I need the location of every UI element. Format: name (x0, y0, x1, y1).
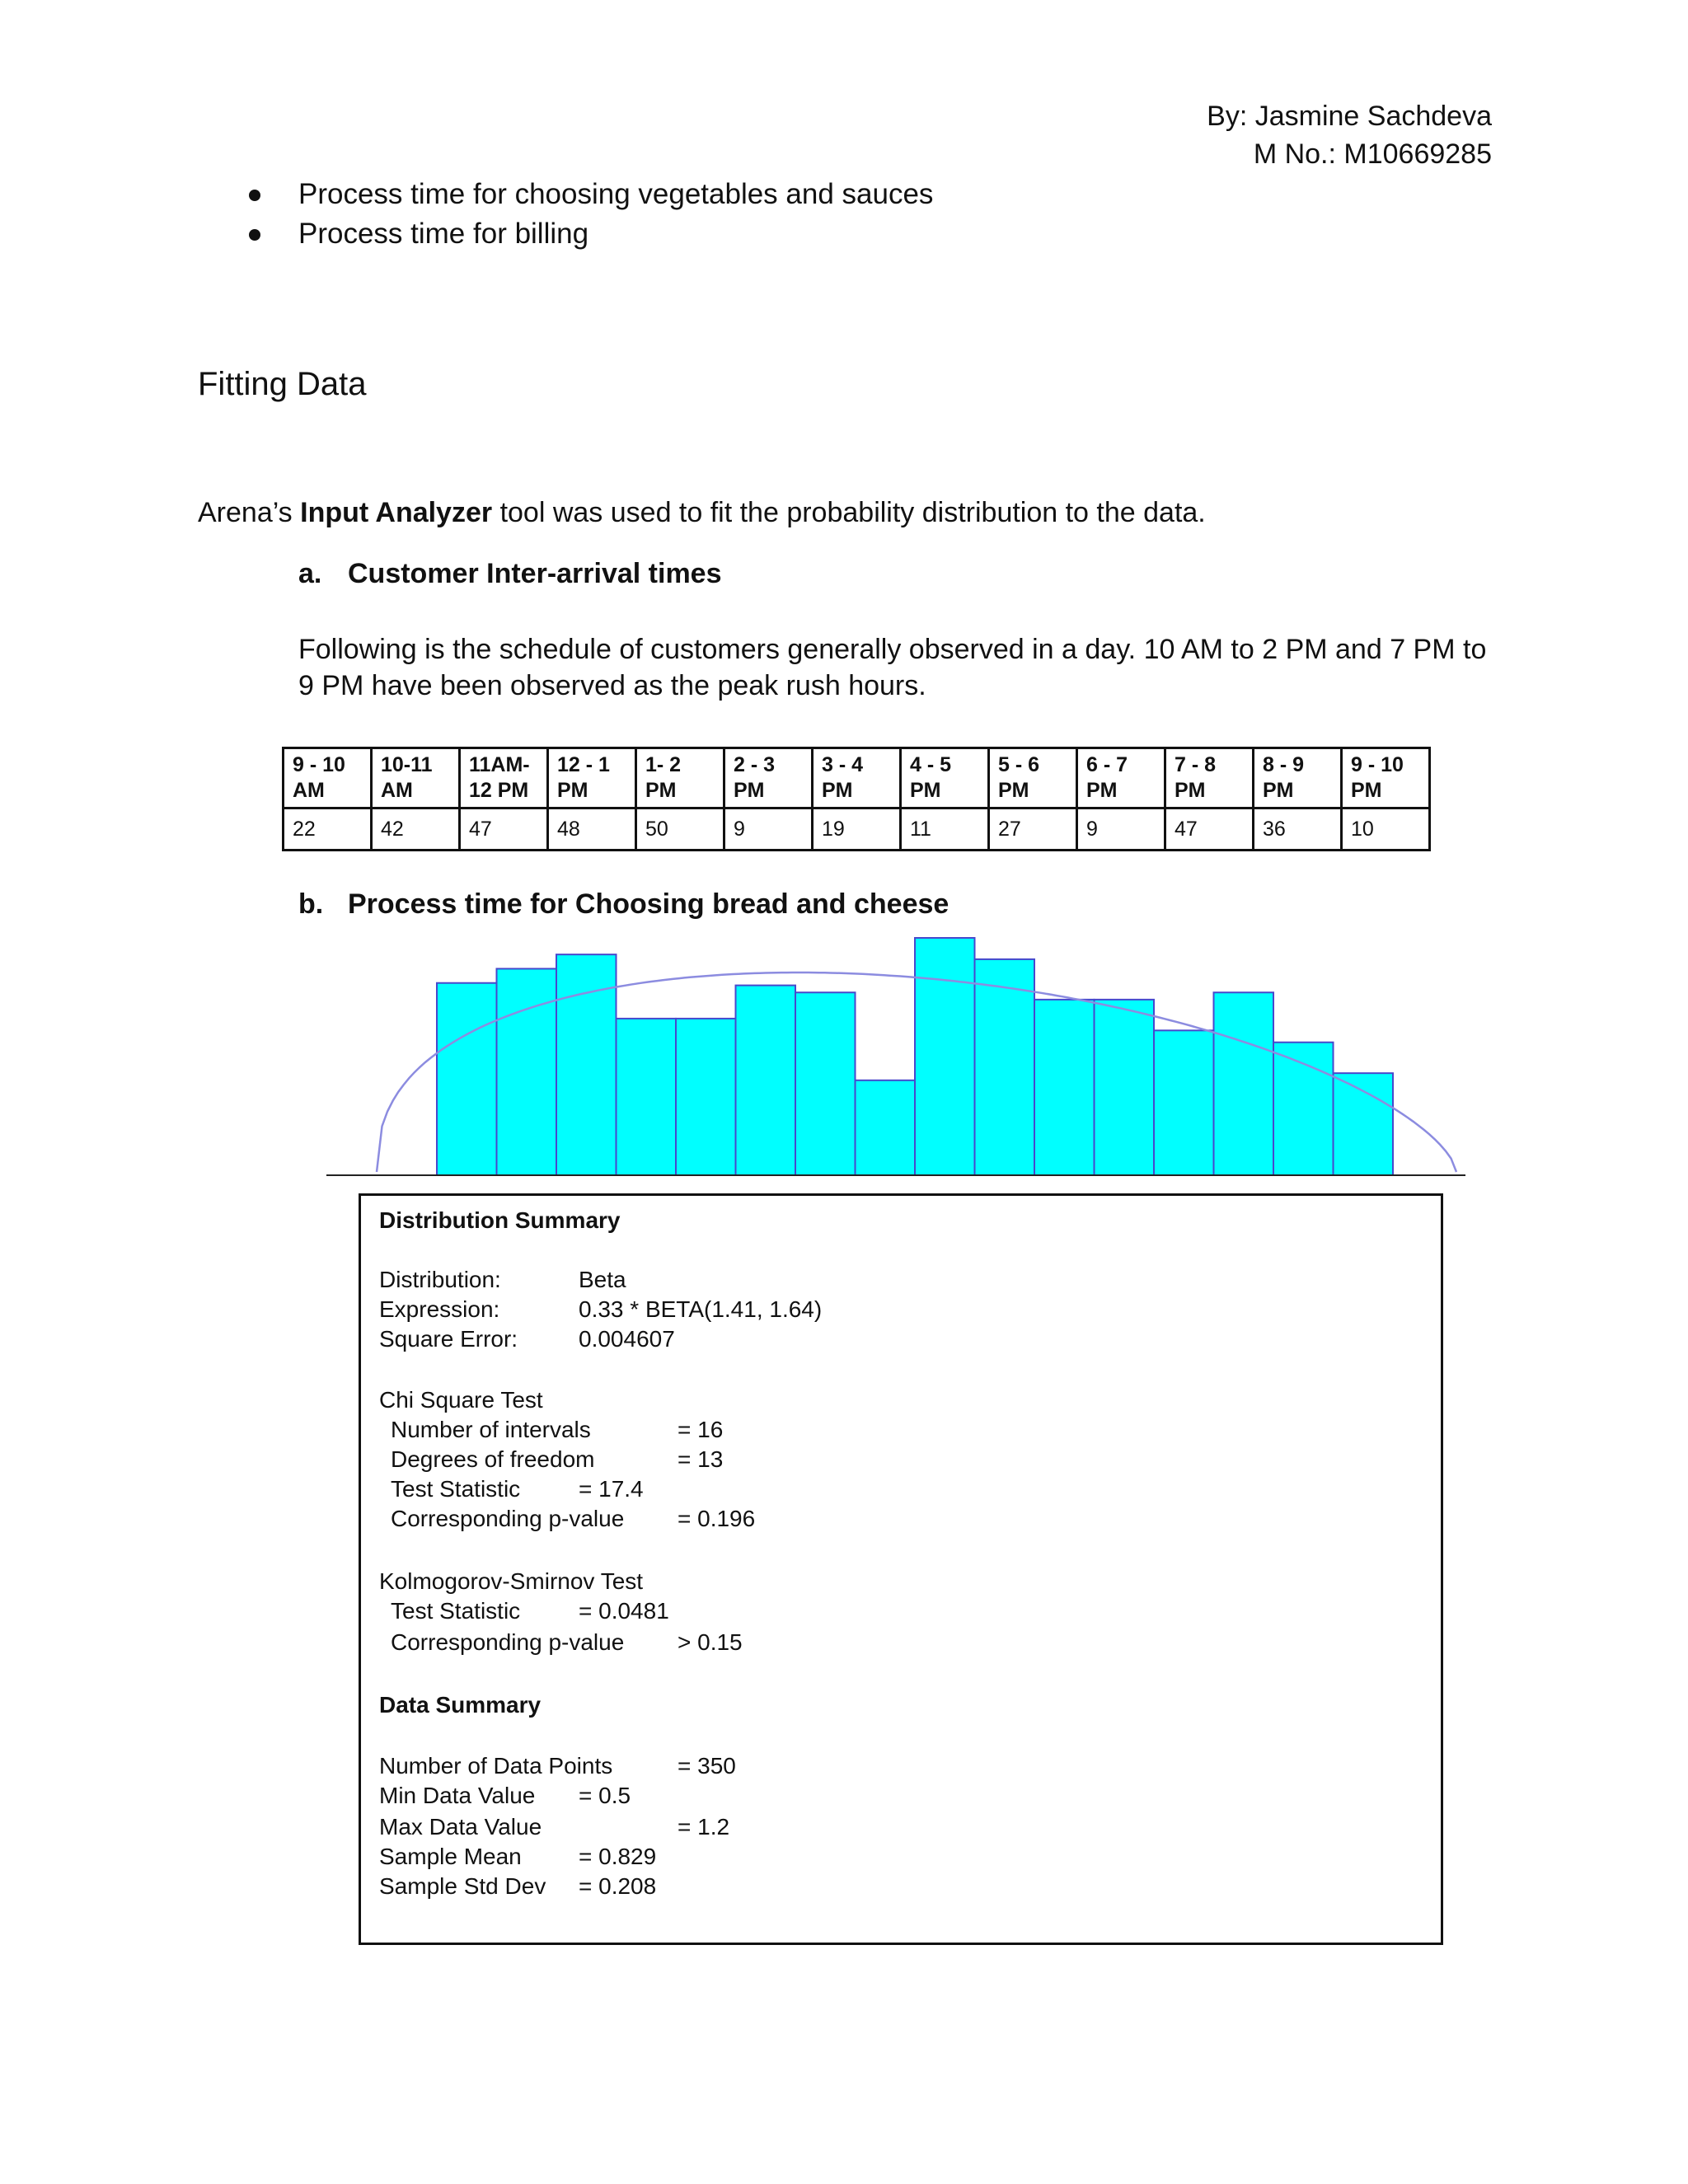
histogram-bar (497, 968, 557, 1175)
bullet-list (239, 175, 933, 254)
histogram-bar (1034, 1000, 1095, 1175)
chi-square-title: Chi Square Test (379, 1387, 543, 1413)
schedule-line-2: 9 PM have been observed as the peak rush hours. (298, 670, 926, 701)
table-header-row (284, 748, 1430, 808)
histogram-bar (1095, 1000, 1155, 1175)
min-value-value: = 0.5 (579, 1783, 631, 1808)
histogram-bar (676, 1019, 736, 1175)
chi-p-value: = 0.196 (678, 1506, 756, 1531)
expression-label: Expression: (379, 1296, 500, 1322)
member-number: M No.: M10669285 (1253, 138, 1492, 170)
sample-std-label: Sample Std Dev (379, 1873, 546, 1899)
ks-stat-value: = 0.0481 (579, 1598, 669, 1624)
chi-intervals-value: = 16 (678, 1417, 724, 1442)
table-cell: 19 (813, 808, 901, 851)
square-error-value: 0.004607 (579, 1326, 675, 1352)
table-header-cell (460, 748, 548, 808)
expression-value: 0.33 * BETA(1.41, 1.64) (579, 1296, 823, 1322)
table-cell: 48 (548, 808, 636, 851)
header-line-1: 11AM- (469, 753, 530, 776)
author-name: By: Jasmine Sachdeva (1207, 101, 1492, 132)
header-line-1: 9 - 10 (1351, 753, 1404, 776)
chi-dof-value: = 13 (678, 1446, 724, 1472)
header-line-2: PM (1175, 779, 1206, 802)
distribution-label: Distribution: (379, 1267, 501, 1292)
header-line-1: 6 - 7 (1086, 753, 1128, 776)
chi-p-label: Corresponding p-value (391, 1506, 625, 1531)
header-line-2: PM (557, 779, 588, 802)
header-line-1: 3 - 4 (822, 753, 864, 776)
square-error-label: Square Error: (379, 1326, 518, 1352)
header-line-2: PM (910, 779, 941, 802)
table-cell: 50 (636, 808, 724, 851)
bullet-icon (249, 229, 260, 241)
table-header-cell (989, 748, 1077, 808)
table-cell: 9 (1077, 808, 1165, 851)
header-line-1: 1- 2 (645, 753, 682, 776)
intro-pre: Arena’s (198, 497, 301, 528)
table-header-cell (372, 748, 460, 808)
max-value-value: = 1.2 (678, 1814, 730, 1840)
header-line-1: 12 - 1 (557, 753, 610, 776)
intro-tool-name: Input Analyzer (300, 497, 493, 528)
header-line-2: PM (645, 779, 677, 802)
header-line-2: AM (293, 779, 325, 802)
list-item (239, 175, 933, 214)
header-line-2: PM (1086, 779, 1118, 802)
histogram-bar (1273, 1043, 1334, 1175)
table-header-cell (284, 748, 372, 808)
histogram-bar (795, 992, 856, 1175)
header-line-1: 9 - 10 (293, 753, 345, 776)
table-header-cell (636, 748, 724, 808)
list-item (239, 214, 933, 254)
sample-mean-value: = 0.829 (579, 1844, 657, 1869)
table-header-cell (901, 748, 989, 808)
table-cell: 36 (1254, 808, 1342, 851)
header-line-1: 4 - 5 (910, 753, 952, 776)
subheading-a (298, 558, 722, 590)
histogram-bar (1214, 992, 1274, 1175)
chi-dof-label: Degrees of freedom (391, 1446, 595, 1472)
table-header-cell (1165, 748, 1254, 808)
subheading-label: b. (298, 888, 324, 920)
intro-post: tool was used to fit the probability distribution to the data. (492, 497, 1206, 528)
header-line-1: 7 - 8 (1175, 753, 1217, 776)
chi-intervals-label: Number of intervals (391, 1417, 591, 1442)
header-line-1: 10-11 (381, 753, 433, 776)
schedule-table (282, 747, 1431, 851)
histogram-chart (321, 930, 1467, 1185)
schedule-line-1: Following is the schedule of customers generally observed in a day. 10 AM to 2 PM and 7 PM to (298, 634, 1487, 665)
chi-stat-value: = 17.4 (579, 1476, 644, 1502)
ks-stat-label: Test Statistic (391, 1598, 521, 1624)
chi-stat-label: Test Statistic (391, 1476, 521, 1502)
table-cell: 9 (724, 808, 813, 851)
header-line-2: AM (381, 779, 413, 802)
header-line-1: 5 - 6 (998, 753, 1040, 776)
sample-mean-label: Sample Mean (379, 1844, 522, 1869)
table-row (284, 808, 1430, 851)
subheading-text: Customer Inter-arrival times (348, 558, 722, 589)
table-cell: 10 (1342, 808, 1430, 851)
subheading-label: a. (298, 558, 322, 589)
histogram-bar (1334, 1073, 1394, 1175)
data-points-label: Number of Data Points (379, 1753, 613, 1779)
histogram-bar (1154, 1030, 1214, 1175)
bullet-text: Process time for billing (298, 218, 589, 250)
table-header-cell (1077, 748, 1165, 808)
distribution-value: Beta (579, 1267, 626, 1292)
subheading-text: Process time for Choosing bread and cheese (348, 888, 950, 920)
table-header-cell (1254, 748, 1342, 808)
table-cell: 22 (284, 808, 372, 851)
distribution-summary-box (359, 1193, 1443, 1945)
histogram-bar (617, 1019, 677, 1175)
sample-std-value: = 0.208 (579, 1873, 657, 1899)
table-header-cell (724, 748, 813, 808)
section-title: Fitting Data (198, 366, 367, 402)
schedule-description (298, 631, 1486, 704)
intro-paragraph (198, 494, 1206, 531)
histogram-bar (975, 959, 1035, 1175)
summary-title: Distribution Summary (379, 1207, 621, 1233)
ks-title: Kolmogorov-Smirnov Test (379, 1568, 644, 1594)
histogram-bar (915, 938, 975, 1175)
table-cell: 47 (460, 808, 548, 851)
table-cell: 47 (1165, 808, 1254, 851)
header-line-2: 12 PM (469, 779, 529, 802)
histogram-bar (736, 986, 796, 1175)
header-line-2: PM (998, 779, 1029, 802)
table-cell: 27 (989, 808, 1077, 851)
table-cell: 11 (901, 808, 989, 851)
histogram-bar (856, 1080, 916, 1175)
max-value-label: Max Data Value (379, 1814, 542, 1840)
header-line-2: PM (1263, 779, 1294, 802)
bullet-text: Process time for choosing vegetables and sauces (298, 178, 934, 210)
histogram-bar (437, 983, 497, 1175)
data-points-value: = 350 (678, 1753, 736, 1779)
subheading-b (298, 888, 949, 921)
data-summary-title: Data Summary (379, 1692, 542, 1718)
header-line-2: PM (1351, 779, 1382, 802)
header-line-2: PM (822, 779, 853, 802)
header-line-1: 8 - 9 (1263, 753, 1305, 776)
table-header-cell (548, 748, 636, 808)
ks-p-value: > 0.15 (678, 1629, 743, 1655)
ks-p-label: Corresponding p-value (391, 1629, 625, 1655)
table-cell: 42 (372, 808, 460, 851)
bullet-icon (249, 190, 260, 201)
header-line-1: 2 - 3 (734, 753, 776, 776)
min-value-label: Min Data Value (379, 1783, 536, 1808)
table-header-cell (1342, 748, 1430, 808)
header-line-2: PM (734, 779, 765, 802)
table-header-cell (813, 748, 901, 808)
